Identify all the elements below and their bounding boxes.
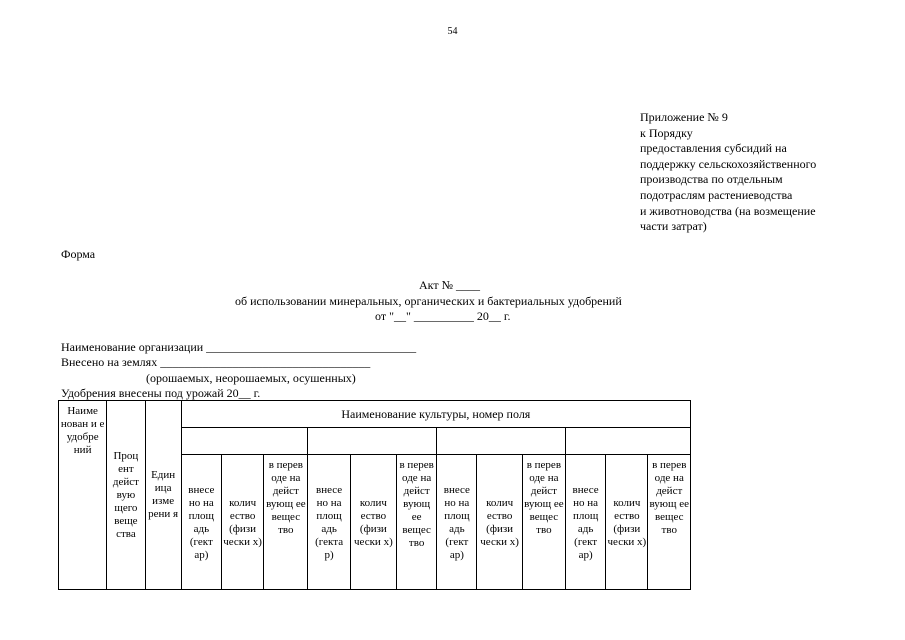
crop-name-header <box>181 401 690 428</box>
crop-field-cell <box>437 428 566 455</box>
area-applied-header <box>181 455 221 590</box>
form-label: Форма <box>61 247 96 261</box>
appendix-line: части затрат) <box>640 219 707 234</box>
area-applied-text: внесе но на площ адь (гекта р) <box>315 484 344 561</box>
physical-quantity-header <box>477 455 522 590</box>
page-number: 54 <box>447 26 458 37</box>
physical-quantity-text: колич ество (физи чески х) <box>223 497 262 548</box>
area-applied-header <box>566 455 606 590</box>
land-type-note: (орошаемых, неорошаемых, осушенных) <box>146 371 356 385</box>
active-substance-header <box>397 455 437 590</box>
physical-quantity-text: колич ество (физи чески х) <box>607 497 647 548</box>
crop-field-cell <box>181 428 308 455</box>
physical-quantity-header <box>350 455 396 590</box>
active-substance-text: в перев оде на дейст вующ ее вещес тво <box>649 459 689 536</box>
active-substance-percent-header-text: Проц ент дейст вую щего веще ства <box>112 449 139 540</box>
harvest-year-field: Удобрения внесены под урожай 20__ г. <box>61 386 261 400</box>
area-applied-header <box>437 455 477 590</box>
active-substance-text: в перев оде на дейст вующ ее вещес тво <box>266 459 306 536</box>
appendix-line: предоставления субсидий на <box>640 141 787 156</box>
crop-field-cell <box>566 428 691 455</box>
area-applied-text: внесе но на площ адь (гект ар) <box>443 484 470 561</box>
active-substance-header <box>522 455 565 590</box>
appendix-line: производства по отдельным <box>640 172 783 187</box>
appendix-line: и животноводства (на возмещение <box>640 203 816 218</box>
crop-name-header-text: Наименование культуры, номер поля <box>341 406 531 421</box>
area-applied-text: внесе но на площ адь (гект ар) <box>572 484 599 561</box>
active-substance-header <box>264 455 308 590</box>
physical-quantity-header <box>221 455 263 590</box>
fertilizer-name-header <box>59 401 107 590</box>
land-field: Внесено на землях ___________________________________ <box>61 355 371 369</box>
active-substance-percent-header <box>107 401 145 590</box>
physical-quantity-text: колич ество (физи чески х) <box>354 497 393 548</box>
crop-field-cell <box>308 428 437 455</box>
appendix-line: Приложение № 9 <box>640 110 728 124</box>
appendix-line: подотраслям растениеводства <box>640 187 793 202</box>
area-applied-text: внесе но на площ адь (гект ар) <box>188 484 215 561</box>
act-number-title: Акт № ____ <box>419 278 481 292</box>
act-date-title: от "__" __________ 20__ г. <box>375 309 511 323</box>
active-substance-header <box>648 455 691 590</box>
act-subject-title: об использовании минеральных, органических и бактериальных удобрений <box>235 293 622 308</box>
active-substance-text: в перев оде на дейст вующ ее вещес тво <box>524 459 564 536</box>
area-applied-header <box>308 455 350 590</box>
unit-header-text: Един ица изме рени я <box>148 469 179 520</box>
physical-quantity-text: колич ество (физи чески х) <box>480 497 519 548</box>
organization-field: Наименование организации ___________________________________ <box>61 340 417 354</box>
appendix-line: к Порядку <box>640 125 693 140</box>
appendix-block <box>640 110 880 235</box>
active-substance-text: в перев оде на дейст вующ ее вещес тво <box>399 459 434 549</box>
fertilizer-table <box>58 400 691 590</box>
fertilizer-name-header-text: Наиме нован и е удобре ний <box>60 405 105 456</box>
physical-quantity-header <box>606 455 648 590</box>
appendix-line: поддержку сельскохозяйственного <box>640 156 817 171</box>
unit-header <box>145 401 181 590</box>
